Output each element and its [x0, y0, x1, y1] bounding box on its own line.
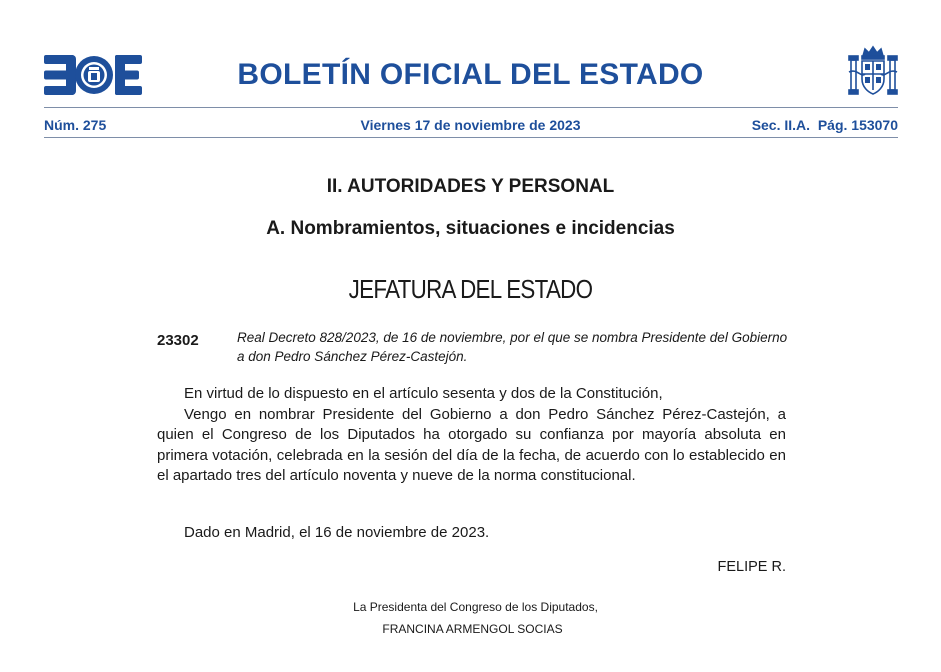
- header-rule-bottom: [44, 137, 898, 138]
- decree-paragraph-1: En virtud de lo dispuesto en el artículo sesenta y dos de la Constitución,: [184, 385, 663, 402]
- countersign-name-text: FRANCINA ARMENGOL SOCIAS: [382, 622, 563, 636]
- spain-coat-of-arms-icon: [847, 44, 899, 100]
- decree-dated-line: Dado en Madrid, el 16 de noviembre de 2023.: [184, 524, 490, 541]
- section-title: II. AUTORIDADES Y PERSONAL: [326, 176, 615, 197]
- decree-number: 23302: [157, 332, 199, 349]
- decree-body: [157, 384, 786, 487]
- countersign-name: [0, 622, 941, 636]
- countersign-role-text: La Presidenta del Congreso de los Diputados,: [353, 600, 598, 614]
- organ-title: JEFATURA DEL ESTADO: [348, 274, 593, 304]
- countersign-role: [0, 600, 941, 614]
- header-rule-top: [44, 107, 898, 108]
- decree-paragraph-2: Vengo en nombrar Presidente del Gobierno a don Pedro Sánchez Pérez-Castejón, a quien el Congreso de los Diputados ha otorgado su confianza por mayoría absoluta en primera votación, celebrada en la sesión del día de la fecha, de acuerdo con lo establecido en el apartado tres del artículo noventa y nueve de la norma constitucional.: [157, 405, 786, 484]
- issue-number: Núm. 275: [44, 117, 107, 133]
- section-page: Sec. II.A. Pág. 153070: [751, 117, 898, 133]
- subsection-title: A. Nombramientos, situaciones e incidencias: [266, 218, 675, 239]
- issue-date: Viernes 17 de noviembre de 2023: [360, 117, 581, 133]
- decree-summary: Real Decreto 828/2023, de 16 de noviembre, por el que se nombra Presidente del Gobierno a don Pedro Sánchez Pérez-Castejón.: [237, 330, 788, 364]
- royal-signature: FELIPE R.: [717, 559, 786, 575]
- masthead-title: BOLETÍN OFICIAL DEL ESTADO: [237, 58, 704, 91]
